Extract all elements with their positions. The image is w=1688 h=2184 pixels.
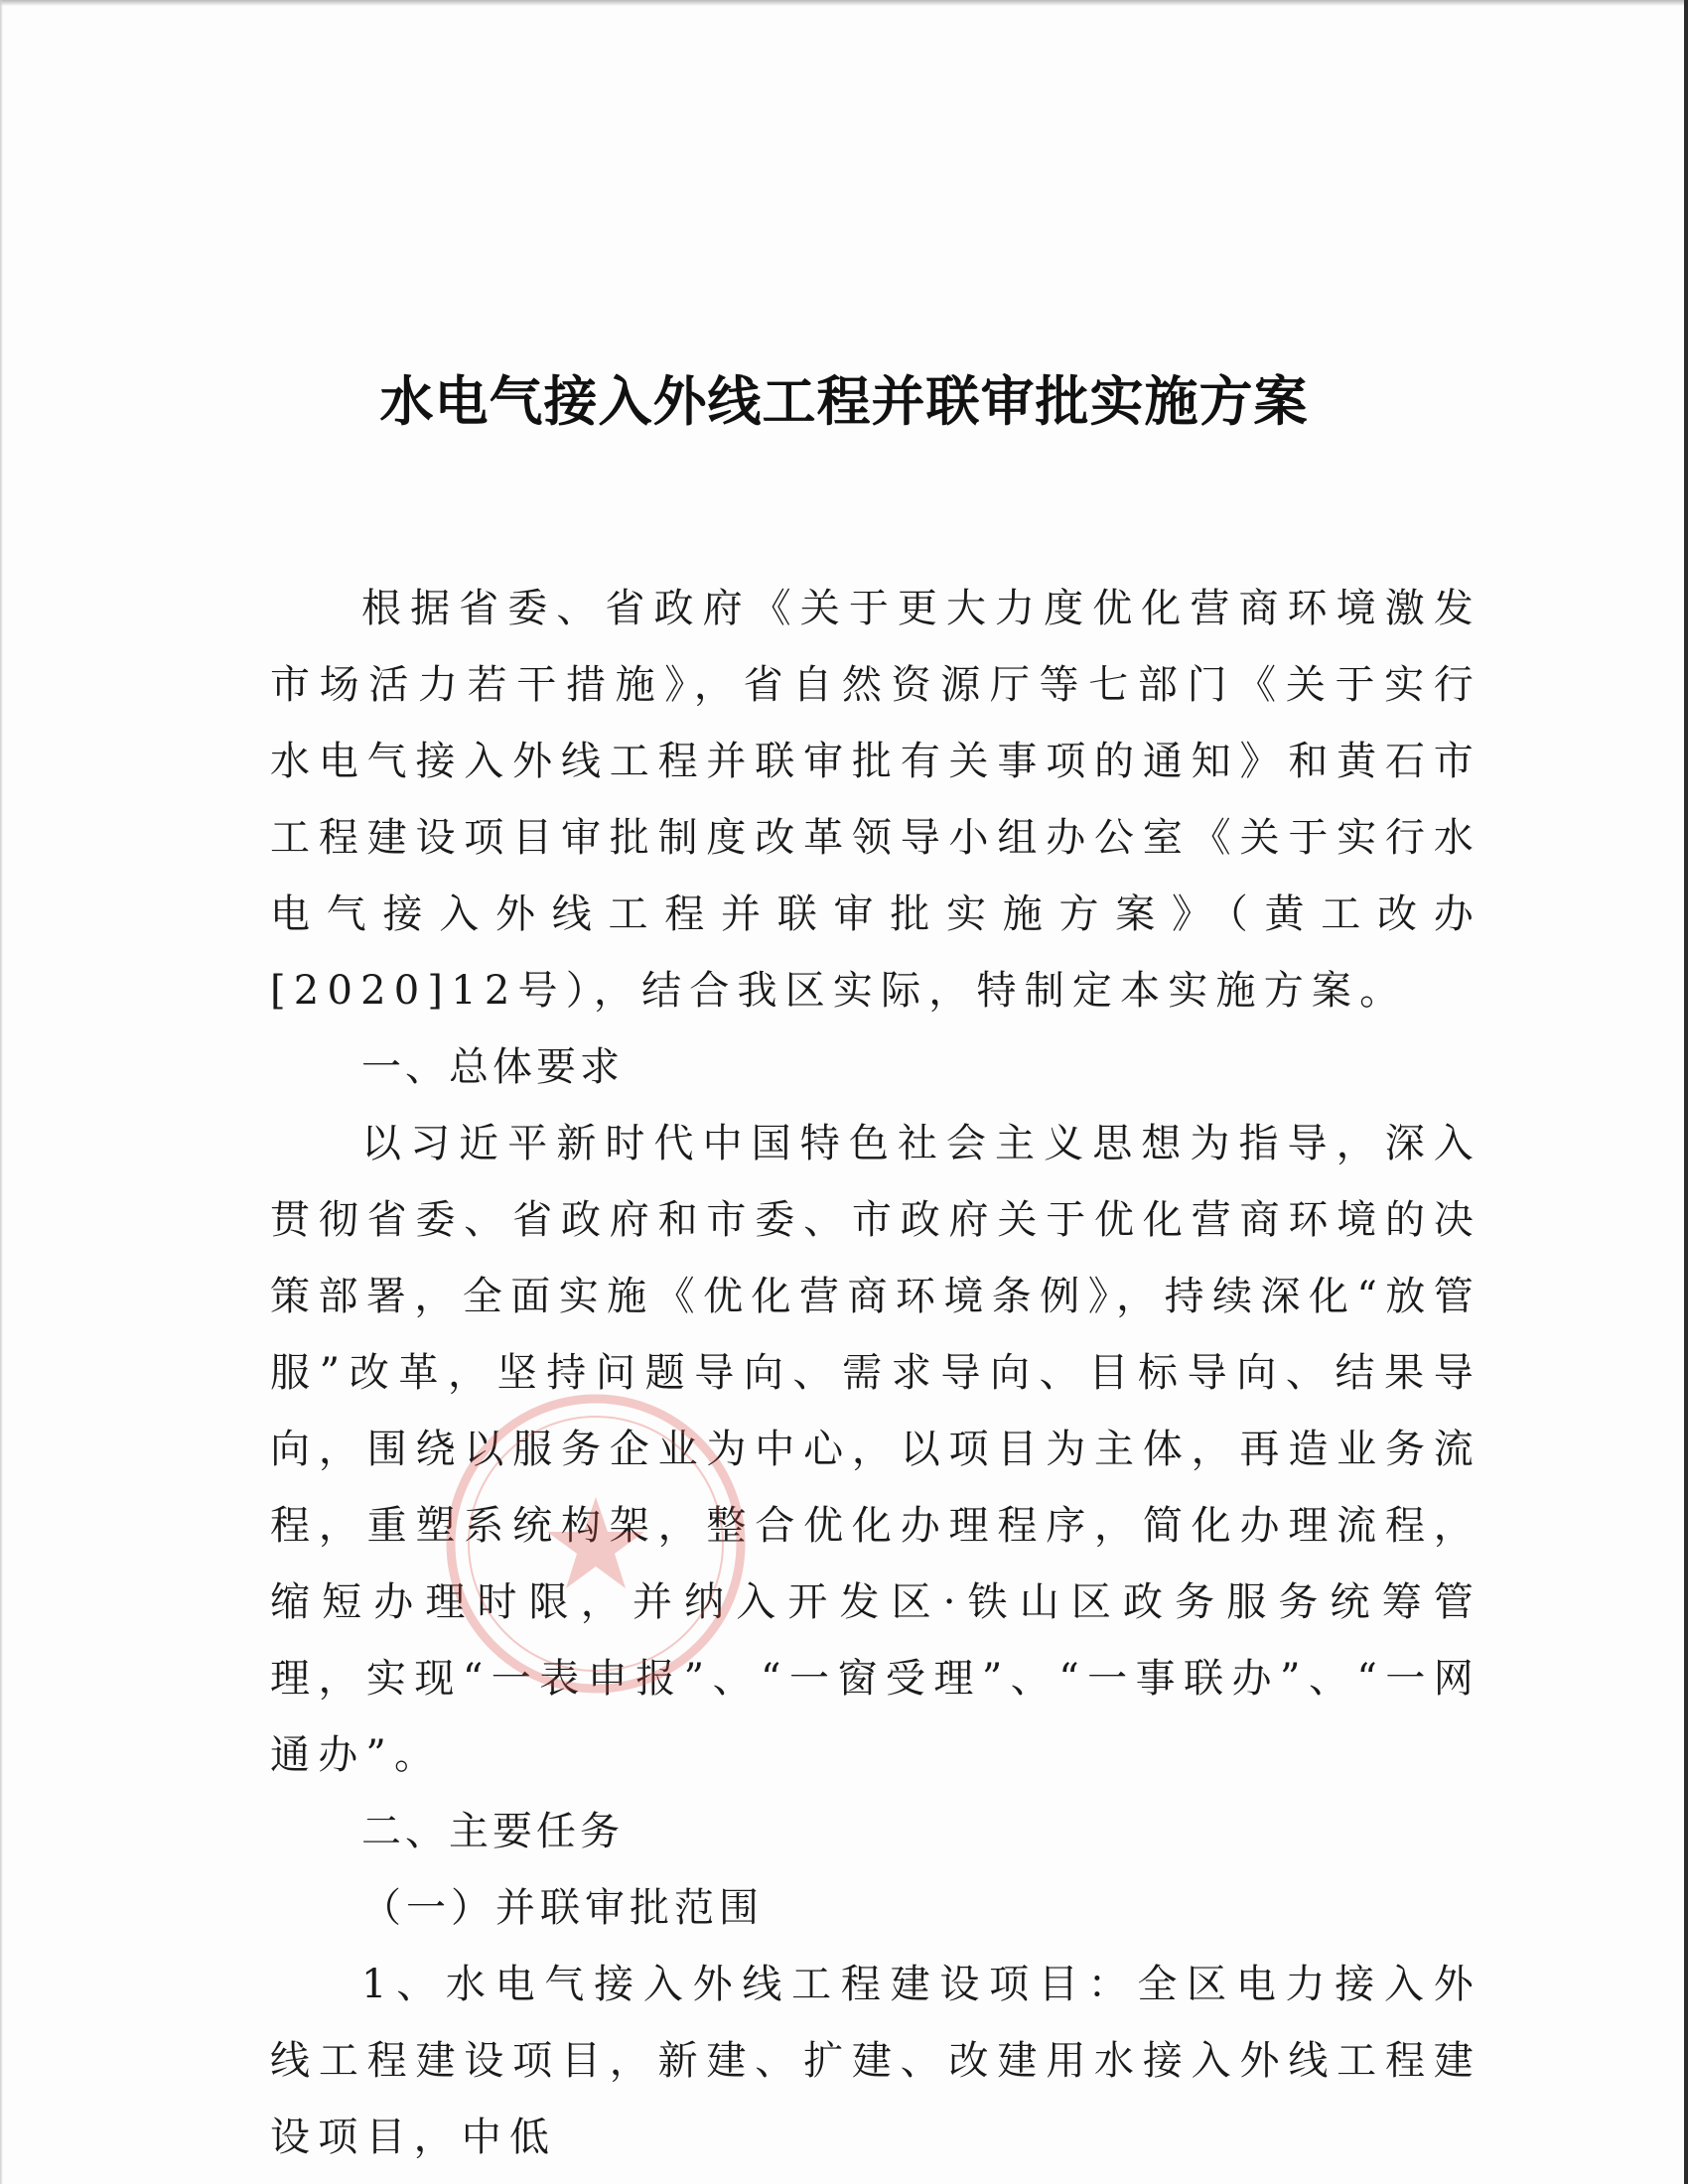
intro-paragraph: 根据省委、省政府《关于更大力度优化营商环境激发市场活力若干措施》，省自然资源厅等七部门《关于实行水电气接入外线工程并联审批有关事项的通知》和黄石市工程建设项目审批制度改革领导小组办公室《关于实行水电气接入外线工程并联审批实施方案》（黄工改办[2020]12号），结合我区实际，特制定本实施方案。 [270,586,1481,1014]
scan-edge-top [0,0,1688,6]
document-body [270,571,1481,2176]
scan-edge-left [0,0,3,2184]
scan-edge-right [1684,0,1688,2184]
section-2-item-1: 1、水电气接入外线工程建设项目：全区电力接入外线工程建设项目，新建、扩建、改建用水接入外线工程建设项目，中低 [270,1962,1481,2160]
section-1-paragraph: 以习近平新时代中国特色社会主义思想为指导，深入贯彻省委、省政府和市委、市政府关于优化营商环境的决策部署，全面实施《优化营商环境条例》，持续深化“放管服”改革，坚持问题导向、需求导向、目标导向、结果导向，围绕以服务企业为中心，以项目为主体，再造业务流程，重塑系统构架，整合优化办理程序，简化办理流程，缩短办理时限，并纳入开发区·铁山区政务服务统筹管理，实现“一表申报”、“一窗受理”、“一事联办”、“一网通办”。 [270,1121,1481,1778]
section-2-heading: 二、主要任务 [361,1809,624,1854]
document-title: 水电气接入外线工程并联审批实施方案 [379,370,1309,433]
section-1-heading: 一、总体要求 [361,1044,624,1090]
section-2-subheading-1: （一）并联审批范围 [361,1885,764,1931]
